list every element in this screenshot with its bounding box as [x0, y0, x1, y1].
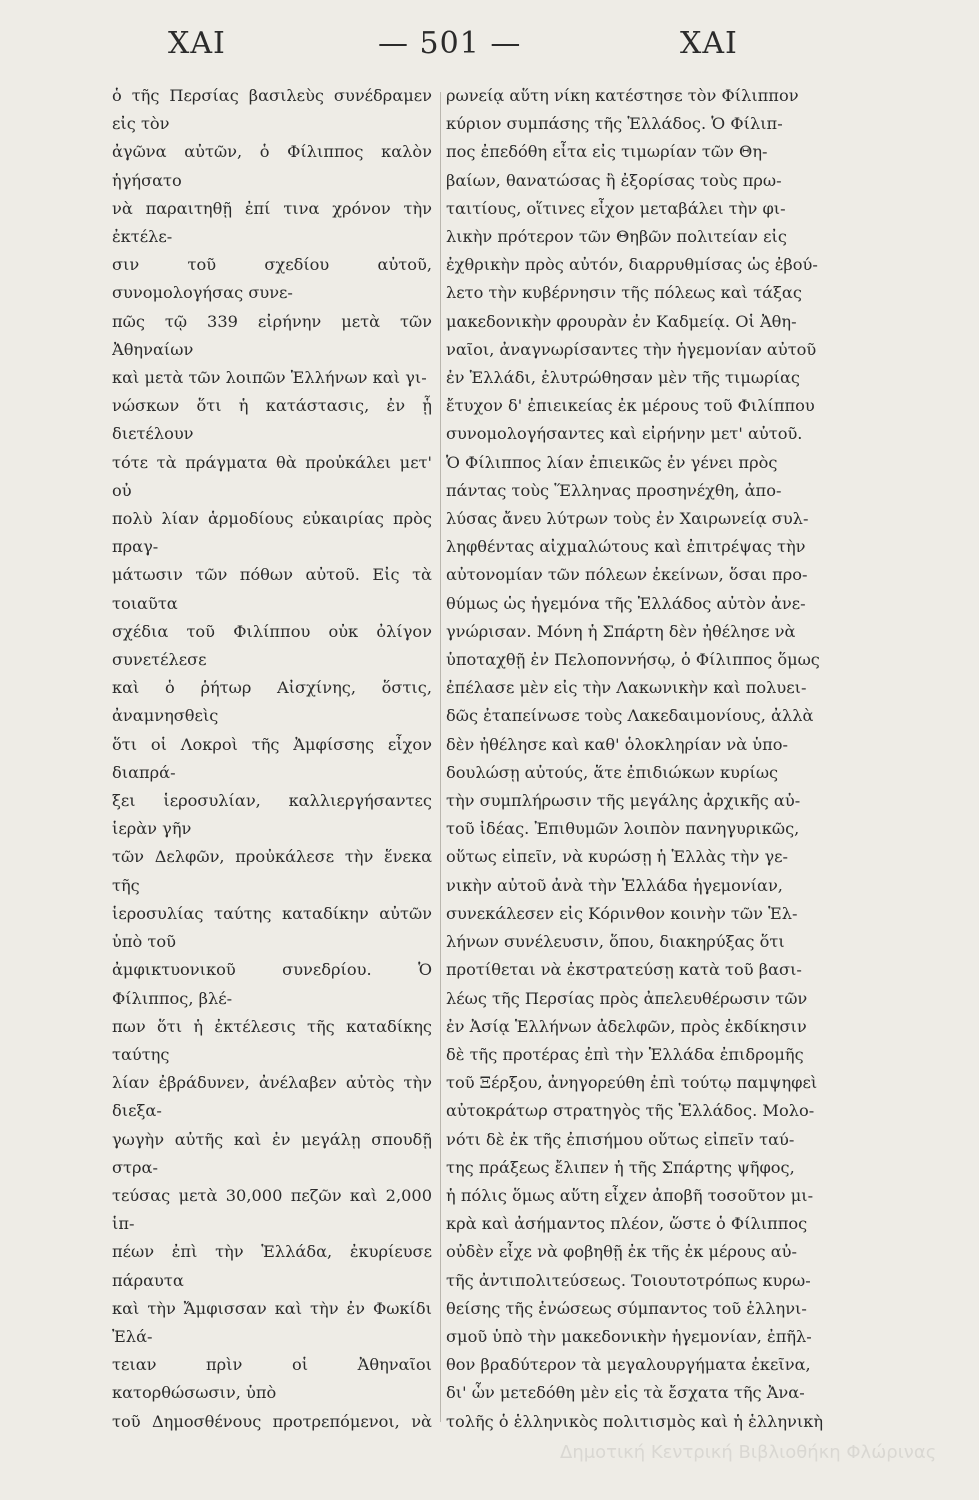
library-watermark: Δημοτική Κεντρική Βιβλιοθήκη Φλώρινας [560, 1442, 937, 1463]
running-head-right: ΧΑΙ [680, 26, 738, 61]
column-divider [440, 92, 441, 1422]
text-column-right: ρωνείᾳ αὕτη νίκη κατέστησε τὸν Φίλιππον κύριον συμπάσης τῆς Ἑλλάδος. Ὁ Φίλιπ- πος ἐπεδόθη εἶτα εἰς τιμωρίαν τῶν Θη- βαίων, θανατώσας ἢ ἐξορίσας τοὺς πρω- ταιτίους, οἵτινες εἶχον μεταβάλει τὴν φι- λικὴν πρότερον τῶν Θηβῶν πολιτείαν εἰς ἐχθρικὴν πρὸς αὐτόν, διαρρυθμίσας ὡς ἐβού- λετο τὴν κυβέρνησιν τῆς πόλεως καὶ τάξας μακεδονικὴν φρουρὰν ἐν Καδμείᾳ. Οἱ Ἀθη- ναῖοι, ἀναγνωρίσαντες τὴν ἡγεμονίαν αὐτοῦ ἐν Ἑλλάδι, ἐλυτρώθησαν μὲν τῆς τιμωρίας ἔτυχον δ' ἐπιεικείας ἐκ μέρους τοῦ Φιλίππου συνομολογήσαντες καὶ εἰρήνην μετ' αὐτοῦ. Ὁ Φίλιππος λίαν ἐπιεικῶς ἐν γένει πρὸς πάντας τοὺς Ἕλληνας προσηνέχθη, ἀπο- λύσας ἄνευ λύτρων τοὺς ἐν Χαιρωνείᾳ συλ- ληφθέντας αἰχμαλώτους καὶ ἐπιτρέψας τὴν αὐτονομίαν τῶν πόλεων ἐκείνων, ὅσαι προ- θύμως ὡς ἡγεμόνα τῆς Ἑλλάδος αὐτὸν ἀνε- γνώρισαν. Μόνη ἡ Σπάρτη δὲν ἠθέλησε νὰ ὑποταχθῇ ἐν Πελοποννήσῳ, ὁ Φίλιππος ὅμως ἐπέλασε μὲν εἰς τὴν Λακωνικὴν καὶ πολυει- δῶς ἐταπείνωσε τοὺς Λακεδαιμονίους, ἀλλὰ δὲν ἠθέλησε καὶ καθ' ὁλοκληρίαν νὰ ὑπο- δουλώσῃ αὐτούς, ἅτε ἐπιδιώκων κυρίως τὴν συμπλήρωσιν τῆς μεγάλης ἀρχικῆς αὐ- τοῦ ἰδέας. Ἐπιθυμῶν λοιπὸν πανηγυρικῶς, οὕτως εἰπεῖν, νὰ κυρώσῃ ἡ Ἑλλὰς τὴν γε- νικὴν αὐτοῦ ἀνὰ τὴν Ἑλλάδα ἡγεμονίαν, συνεκάλεσεν εἰς Κόρινθον κοινὴν τῶν Ἑλ- λήνων συνέλευσιν, ὅπου, διακηρύξας ὅτι προτίθεται νὰ ἐκστρατεύσῃ κατὰ τοῦ βασι- λέως τῆς Περσίας πρὸς ἀπελευθέρωσιν τῶν ἐν Ἀσίᾳ Ἑλλήνων ἀδελφῶν, πρὸς ἐκδίκησιν δὲ τῆς προτέρας ἐπὶ τὴν Ἑλλάδα ἐπιδρομῆς τοῦ Ξέρξου, ἀνηγορεύθη ἐπὶ τούτῳ παμψηφεὶ αὐτοκράτωρ στρατηγὸς τῆς Ἑλλάδος. Μολο- νότι δὲ ἐκ τῆς ἐπισήμου οὕτως εἰπεῖν ταύ- της πράξεως ἔλιπεν ἡ τῆς Σπάρτης ψῆφος, ἡ πόλις ὅμως αὕτη εἶχεν ἀποβῆ τοσοῦτον μι- κρὰ καὶ ἀσήμαντος πλέον, ὥστε ὁ Φίλιππος οὐδὲν εἶχε νὰ φοβηθῇ ἐκ τῆς ἐκ μέρους αὐ- τῆς ἀντιπολιτεύσεως. Τοιουτοτρόπως κυρω- θείσης τῆς ἑνώσεως σύμπαντος τοῦ ἑλληνι- σμοῦ ὑπὸ τὴν μακεδονικὴν ἡγεμονίαν, ἐπῆλ- θον βραδύτερον τὰ μεγαλουργήματα ἐκεῖνα, δι' ὧν μετεδόθη μὲν εἰς τὰ ἔσχατα τῆς Ἀνα- τολῆς ὁ ἑλληνικὸς πολιτισμὸς καὶ ἡ ἑλληνικὴ [446, 86, 824, 1431]
page-number: — 501 — [378, 26, 522, 61]
page-header [150, 26, 770, 70]
running-head-left: ΧΑΙ [168, 26, 226, 61]
text-column-left: ὁ τῆς Περσίας βασιλεὺς συνέδραμεν εἰς τὸν ἀγῶνα αὐτῶν, ὁ Φίλιππος καλὸν ἡγήσατο νὰ παραιτηθῇ ἐπί τινα χρόνον τὴν ἐκτέλε- σιν τοῦ σχεδίου αὐτοῦ, συνομολογήσας συνε- πῶς τῷ 339 εἰρήνην μετὰ τῶν Ἀθηναίων καὶ μετὰ τῶν λοιπῶν Ἑλλήνων καὶ γι- νώσκων ὅτι ἡ κατάστασις, ἐν ᾗ διετέλουν τότε τὰ πράγματα θὰ προὐκάλει μετ' οὐ πολὺ λίαν ἁρμοδίους εὐκαιρίας πρὸς πραγ- μάτωσιν τῶν πόθων αὐτοῦ. Εἰς τὰ τοιαῦτα σχέδια τοῦ Φιλίππου οὐκ ὀλίγον συνετέλεσε καὶ ὁ ῥήτωρ Αἰσχίνης, ὅστις, ἀναμνησθεὶς ὅτι οἱ Λοκροὶ τῆς Ἀμφίσσης εἶχον διαπρά- ξει ἱεροσυλίαν, καλλιεργήσαντες ἱερὰν γῆν τῶν Δελφῶν, προὐκάλεσε τὴν ἕνεκα τῆς ἱεροσυλίας ταύτης καταδίκην αὐτῶν ὑπὸ τοῦ ἀμφικτυονικοῦ συνεδρίου. Ὁ Φίλιππος, βλέ- πων ὅτι ἡ ἐκτέλεσις τῆς καταδίκης ταύτης λίαν ἐβράδυνεν, ἀνέλαβεν αὐτὸς τὴν διεξα- γωγὴν αὐτῆς καὶ ἐν μεγάλῃ σπουδῇ στρα- τεύσας μετὰ 30,000 πεζῶν καὶ 2,000 ἱπ- πέων ἐπὶ τὴν Ἑλλάδα, ἐκυρίευσε πάραυτα καὶ τὴν Ἄμφισσαν καὶ τὴν ἐν Φωκίδι Ἐλά- τειαν πρὶν οἱ Ἀθηναῖοι κατορθώσωσιν, ὑπὸ τοῦ Δημοσθένους προτρεπόμενοι, νὰ [112, 86, 432, 1431]
